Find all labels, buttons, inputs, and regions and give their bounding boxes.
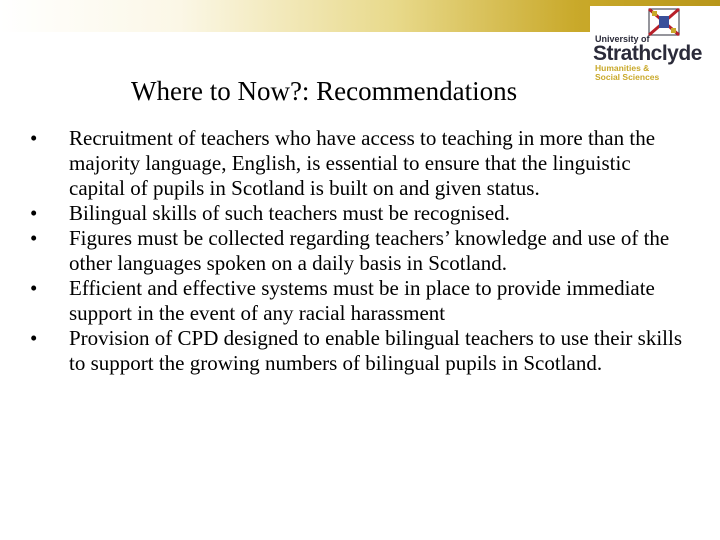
logo-faculty-line2: Social Sciences [595, 72, 660, 82]
bullet-text: Recruitment of teachers who have access to teaching in more than the majority language, English, is essential to ensure that the linguistic capital of pupils in Scotland is built on and given status. [69, 126, 656, 200]
bullet-glyph: • [30, 126, 38, 150]
bullet-item [30, 226, 690, 276]
university-logo [590, 6, 720, 86]
bullet-item [30, 201, 690, 226]
bullet-text: Provision of CPD designed to enable bilingual teachers to use their skills to support the growing numbers of bilingual pupils in Scotland. [69, 326, 682, 375]
bullet-text: Bilingual skills of such teachers must be recognised. [69, 201, 510, 225]
bullet-item [30, 276, 690, 326]
bullet-glyph: • [30, 201, 38, 225]
bullet-glyph: • [30, 276, 38, 300]
bullet-item [30, 126, 690, 201]
bullet-item [30, 326, 690, 376]
slide-title: Where to Now?: Recommendations [131, 76, 518, 106]
logo-faculty-line1: Humanities & [595, 63, 650, 73]
bullet-glyph: • [30, 326, 38, 350]
bullet-list [30, 126, 690, 376]
bullet-glyph: • [30, 226, 38, 250]
bullet-text: Efficient and effective systems must be in place to provide immediate support in the event of any racial harassment [69, 276, 655, 325]
bullet-text: Figures must be collected regarding teachers’ knowledge and use of the other languages spoken on a daily basis in Scotland. [69, 226, 670, 275]
crest-icon [648, 8, 680, 36]
logo-university-of: University of [595, 34, 650, 44]
logo-faculty [595, 64, 659, 82]
logo-name: Strathclyde [593, 42, 702, 65]
